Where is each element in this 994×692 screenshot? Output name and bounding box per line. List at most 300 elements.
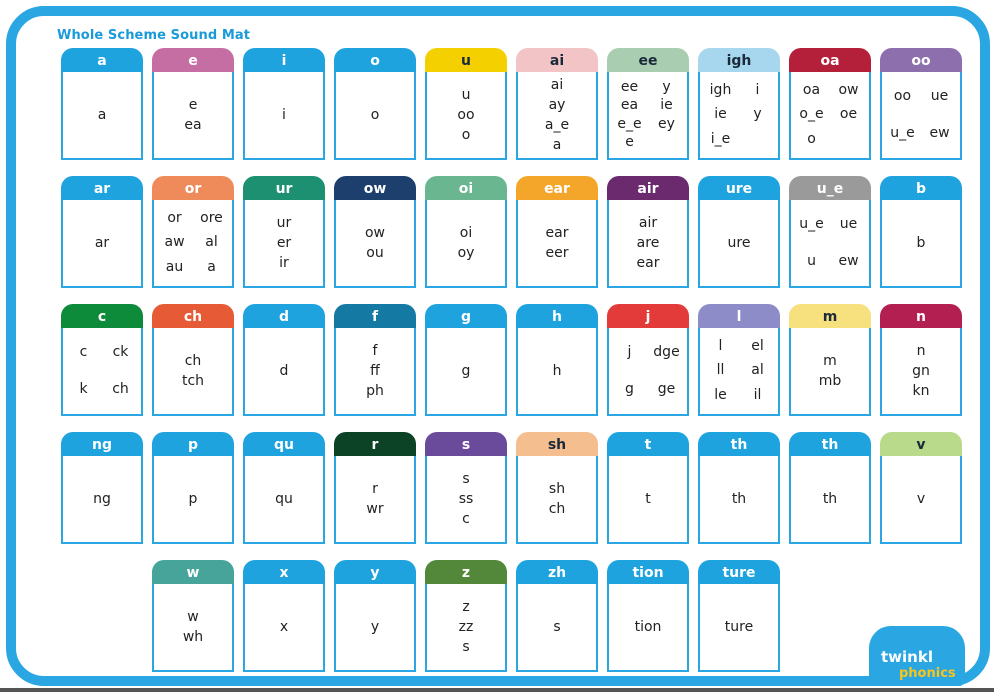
grapheme: oo: [893, 88, 912, 104]
grapheme-list: [702, 78, 776, 152]
sound-card-body: [425, 328, 507, 416]
sound-card-19: [880, 176, 962, 288]
sound-card-26: [607, 304, 689, 416]
grapheme: b: [916, 235, 926, 251]
sound-card-body: [243, 72, 325, 160]
grapheme: o: [461, 127, 471, 143]
sound-card-header: air: [607, 176, 689, 206]
grapheme: tion: [634, 619, 662, 635]
grapheme-list: [702, 334, 776, 408]
grapheme: u: [807, 253, 816, 269]
sound-card-body: [61, 328, 143, 416]
sound-card-header: ow: [334, 176, 416, 206]
sound-card-body: [698, 456, 780, 544]
grapheme-list: [63, 456, 141, 542]
sound-card-header: ng: [61, 432, 143, 462]
grapheme: ur: [276, 215, 292, 231]
grapheme: p: [188, 491, 198, 507]
sound-card-header: s: [425, 432, 507, 462]
sound-card-body: [334, 584, 416, 672]
sound-card-31: [152, 432, 234, 544]
grapheme-list: [336, 72, 414, 158]
grapheme-list: [63, 72, 141, 158]
sound-card-5: [516, 48, 598, 160]
sound-card-header: a: [61, 48, 143, 78]
grapheme: k: [79, 381, 88, 397]
sound-card-header: d: [243, 304, 325, 334]
grapheme-list: [156, 206, 230, 280]
grapheme: aw: [164, 234, 185, 251]
sound-card-body: [152, 200, 234, 288]
sound-card-body: [789, 328, 871, 416]
grapheme: t: [645, 491, 651, 507]
grapheme: zz: [458, 619, 474, 635]
grapheme-list: [245, 328, 323, 414]
sound-card-8: [789, 48, 871, 160]
sound-card-header: ture: [698, 560, 780, 590]
grapheme-list: [65, 334, 139, 408]
sound-card-header: or: [152, 176, 234, 206]
grapheme: sh: [548, 481, 566, 497]
grapheme: y: [753, 106, 762, 123]
sound-card-body: [698, 200, 780, 288]
grapheme-list: [611, 78, 685, 152]
grapheme: ure: [727, 235, 751, 251]
sound-card-header: u: [425, 48, 507, 78]
grapheme: ou: [366, 245, 384, 261]
grapheme: oo: [457, 107, 475, 123]
grapheme: z: [462, 599, 470, 615]
sound-card-1: [152, 48, 234, 160]
sound-card-header: v: [880, 432, 962, 462]
grapheme: oe: [839, 106, 858, 123]
grapheme: mb: [818, 373, 842, 389]
sound-card-35: [516, 432, 598, 544]
grapheme: or: [167, 209, 182, 226]
sound-card-42: [334, 560, 416, 672]
grapheme-list: [427, 72, 505, 158]
grapheme-list: [882, 456, 960, 542]
grapheme: u_e: [799, 216, 824, 232]
grapheme-list: [63, 200, 141, 286]
sound-card-body: [516, 328, 598, 416]
grapheme: o: [370, 107, 380, 123]
sound-card-header: b: [880, 176, 962, 206]
sound-card-37: [698, 432, 780, 544]
grapheme: gn: [912, 363, 930, 379]
grapheme: ll: [716, 362, 725, 379]
sound-card-header: igh: [698, 48, 780, 78]
sound-card-header: r: [334, 432, 416, 462]
sound-card-10: [61, 176, 143, 288]
sound-card-header: m: [789, 304, 871, 334]
sound-card-header: qu: [243, 432, 325, 462]
twinkl-phonics-logo: [869, 626, 965, 686]
sound-card-body: [789, 72, 871, 160]
sound-card-header: ee: [607, 48, 689, 78]
grapheme-list: [245, 456, 323, 542]
sound-card-body: [425, 584, 507, 672]
grapheme: oi: [459, 225, 473, 241]
sound-card-body: [425, 72, 507, 160]
grapheme-list: [793, 78, 867, 152]
grapheme-list: [791, 456, 869, 542]
grapheme-list: [793, 206, 867, 280]
sound-card-body: [334, 328, 416, 416]
sound-card-30: [61, 432, 143, 544]
sound-card-44: [516, 560, 598, 672]
grapheme: v: [916, 491, 926, 507]
grapheme: ch: [548, 501, 566, 517]
grapheme: ear: [545, 225, 569, 241]
sound-card-6: [607, 48, 689, 160]
grapheme: g: [461, 363, 471, 379]
grapheme: wh: [182, 629, 204, 645]
sound-card-header: e: [152, 48, 234, 78]
sound-card-21: [152, 304, 234, 416]
grapheme-list: [700, 200, 778, 286]
sound-card-body: [152, 584, 234, 672]
sound-card-12: [243, 176, 325, 288]
sound-card-41: [243, 560, 325, 672]
sound-card-header: oi: [425, 176, 507, 206]
sound-card-16: [607, 176, 689, 288]
grapheme-list: [611, 334, 685, 408]
sound-card-body: [425, 456, 507, 544]
sound-card-body: [516, 584, 598, 672]
sound-card-body: [880, 200, 962, 288]
sound-card-header: c: [61, 304, 143, 334]
logo-text-phonics: phonics: [899, 666, 956, 681]
grapheme: al: [205, 234, 218, 251]
sound-card-body: [880, 72, 962, 160]
sound-card-body: [607, 584, 689, 672]
sound-card-2: [243, 48, 325, 160]
grapheme-list: [427, 200, 505, 286]
grapheme-list: [518, 584, 596, 670]
grapheme: y: [662, 78, 671, 95]
sound-card-24: [425, 304, 507, 416]
grapheme: ai: [550, 77, 564, 93]
grapheme-list: [245, 584, 323, 670]
sound-card-22: [243, 304, 325, 416]
sound-card-25: [516, 304, 598, 416]
grapheme-list: [882, 200, 960, 286]
grapheme-list: [791, 328, 869, 414]
sound-card-body: [243, 584, 325, 672]
grapheme: tch: [181, 373, 205, 389]
sound-card-body: [607, 200, 689, 288]
sound-card-36: [607, 432, 689, 544]
grapheme: ay: [548, 97, 566, 113]
grapheme-list: [154, 456, 232, 542]
grapheme: ck: [112, 344, 129, 360]
sound-card-header: ur: [243, 176, 325, 206]
grapheme: e_e: [617, 115, 642, 132]
grapheme: ee: [620, 78, 639, 95]
sound-card-body: [243, 200, 325, 288]
sound-card-header: w: [152, 560, 234, 590]
sound-card-body: [334, 200, 416, 288]
sound-card-43: [425, 560, 507, 672]
grapheme: ie: [714, 106, 727, 123]
grapheme: oa: [802, 81, 821, 98]
grapheme-list: [609, 584, 687, 670]
grapheme: e: [625, 134, 634, 151]
grapheme-list: [336, 584, 414, 670]
sound-card-13: [334, 176, 416, 288]
sound-card-32: [243, 432, 325, 544]
sound-card-header: p: [152, 432, 234, 462]
grapheme-list: [884, 78, 958, 152]
grapheme: s: [553, 619, 561, 635]
sound-card-header: ch: [152, 304, 234, 334]
grapheme: c: [462, 511, 470, 527]
grapheme: ie: [660, 97, 673, 114]
grapheme: th: [731, 491, 747, 507]
grapheme: a: [552, 137, 562, 153]
sound-card-header: t: [607, 432, 689, 462]
grapheme: ea: [620, 97, 639, 114]
sound-card-20: [61, 304, 143, 416]
grapheme: ear: [636, 255, 660, 271]
sound-card-body: [334, 72, 416, 160]
grapheme-list: [336, 456, 414, 542]
sound-card-body: [334, 456, 416, 544]
sound-card-header: oa: [789, 48, 871, 78]
grapheme: ch: [112, 381, 129, 397]
sound-card-0: [61, 48, 143, 160]
sound-card-header: ure: [698, 176, 780, 206]
grapheme: th: [822, 491, 838, 507]
grapheme-list: [518, 72, 596, 158]
grapheme: ore: [200, 209, 223, 226]
sound-card-4: [425, 48, 507, 160]
sound-card-header: th: [698, 432, 780, 462]
grapheme: ea: [184, 117, 202, 133]
sound-card-header: ai: [516, 48, 598, 78]
sound-card-3: [334, 48, 416, 160]
sound-card-33: [334, 432, 416, 544]
sound-card-header: sh: [516, 432, 598, 462]
sound-card-27: [698, 304, 780, 416]
sound-card-body: [607, 328, 689, 416]
sound-card-body: [152, 328, 234, 416]
sound-card-29: [880, 304, 962, 416]
grapheme: ew: [838, 253, 859, 269]
grapheme-list: [518, 328, 596, 414]
page-title: Whole Scheme Sound Mat: [57, 28, 251, 43]
grapheme: ng: [93, 491, 111, 507]
sound-card-body: [61, 200, 143, 288]
sound-card-header: l: [698, 304, 780, 334]
bottom-scrollbar: [0, 688, 994, 692]
sound-card-34: [425, 432, 507, 544]
sound-card-38: [789, 432, 871, 544]
sound-card-15: [516, 176, 598, 288]
sound-card-body: [516, 72, 598, 160]
sound-card-body: [880, 328, 962, 416]
sound-card-header: o: [334, 48, 416, 78]
sound-card-header: ear: [516, 176, 598, 206]
sound-card-header: f: [334, 304, 416, 334]
grapheme-list: [518, 200, 596, 286]
grapheme: kn: [912, 383, 930, 399]
grapheme: ey: [658, 115, 675, 132]
grapheme: m: [823, 353, 837, 369]
grapheme: wr: [366, 501, 384, 517]
grapheme: er: [276, 235, 292, 251]
sound-card-body: [880, 456, 962, 544]
grapheme: l: [718, 337, 723, 354]
sound-card-14: [425, 176, 507, 288]
sound-card-body: [243, 328, 325, 416]
grapheme: o_e: [799, 106, 824, 123]
grapheme: ue: [930, 88, 949, 104]
sound-card-body: [516, 200, 598, 288]
grapheme-list: [245, 200, 323, 286]
sound-card-header: j: [607, 304, 689, 334]
grapheme-list: [427, 456, 505, 542]
grapheme: ow: [838, 81, 859, 98]
grapheme: qu: [275, 491, 293, 507]
sound-card-header: th: [789, 432, 871, 462]
grapheme-list: [609, 456, 687, 542]
grapheme: ew: [929, 125, 950, 141]
sound-card-header: tion: [607, 560, 689, 590]
sound-card-46: [698, 560, 780, 672]
grapheme: d: [279, 363, 289, 379]
grapheme: u: [461, 87, 471, 103]
grapheme: ss: [458, 491, 474, 507]
sound-card-body: [152, 456, 234, 544]
grapheme: i_e: [710, 131, 731, 148]
grapheme: i: [282, 107, 286, 123]
sound-card-body: [61, 72, 143, 160]
grapheme: f: [372, 343, 378, 359]
grapheme: j: [627, 344, 632, 360]
sound-card-header: x: [243, 560, 325, 590]
sound-card-header: ar: [61, 176, 143, 206]
sound-card-body: [607, 72, 689, 160]
grapheme: y: [370, 619, 380, 635]
grapheme: a: [97, 107, 107, 123]
grapheme: air: [638, 215, 658, 231]
grapheme: a_e: [544, 117, 570, 133]
sound-card-18: [789, 176, 871, 288]
grapheme: il: [753, 387, 762, 404]
grapheme: ch: [184, 353, 202, 369]
sound-card-header: oo: [880, 48, 962, 78]
sound-card-39: [880, 432, 962, 544]
grapheme-list: [700, 456, 778, 542]
grapheme: le: [714, 387, 727, 404]
grapheme-list: [609, 200, 687, 286]
sound-card-7: [698, 48, 780, 160]
grapheme: ph: [366, 383, 384, 399]
grapheme: h: [552, 363, 562, 379]
grapheme: eer: [545, 245, 569, 261]
sound-card-45: [607, 560, 689, 672]
grapheme: ture: [724, 619, 754, 635]
sound-card-body: [607, 456, 689, 544]
grapheme: el: [751, 337, 764, 354]
grapheme: s: [462, 639, 470, 655]
sound-card-body: [152, 72, 234, 160]
grapheme-list: [336, 328, 414, 414]
grapheme-list: [700, 584, 778, 670]
grapheme: r: [372, 481, 378, 497]
sound-card-body: [243, 456, 325, 544]
grapheme: oy: [457, 245, 475, 261]
grapheme: c: [79, 344, 88, 360]
grapheme: o: [807, 131, 816, 148]
grapheme: ge: [657, 381, 676, 397]
grapheme-list: [427, 584, 505, 670]
sound-card-header: i: [243, 48, 325, 78]
sound-card-header: u_e: [789, 176, 871, 206]
grapheme: w: [187, 609, 199, 625]
sound-card-body: [789, 456, 871, 544]
sound-card-header: y: [334, 560, 416, 590]
sound-card-40: [152, 560, 234, 672]
sound-card-body: [61, 456, 143, 544]
grapheme: x: [279, 619, 289, 635]
grapheme-list: [336, 200, 414, 286]
sound-card-body: [516, 456, 598, 544]
grapheme: g: [625, 381, 634, 397]
grapheme: i: [755, 81, 760, 98]
grapheme: dge: [653, 344, 680, 360]
grapheme-list: [518, 456, 596, 542]
sound-card-body: [789, 200, 871, 288]
grapheme: ue: [839, 216, 858, 232]
grapheme: al: [751, 362, 764, 379]
sound-card-header: g: [425, 304, 507, 334]
sound-card-28: [789, 304, 871, 416]
sound-card-body: [698, 584, 780, 672]
grapheme: are: [636, 235, 660, 251]
grapheme-list: [427, 328, 505, 414]
sound-card-body: [425, 200, 507, 288]
sound-card-9: [880, 48, 962, 160]
grapheme: ir: [279, 255, 289, 271]
logo-text-twinkl: twinkl: [881, 648, 933, 666]
sound-card-header: z: [425, 560, 507, 590]
grapheme: u_e: [890, 125, 915, 141]
sound-card-23: [334, 304, 416, 416]
grapheme: au: [165, 259, 184, 276]
grapheme: igh: [709, 81, 732, 98]
grapheme: a: [207, 259, 216, 276]
grapheme-list: [154, 328, 232, 414]
sound-card-header: n: [880, 304, 962, 334]
sound-card-header: zh: [516, 560, 598, 590]
sound-card-body: [698, 72, 780, 160]
grapheme: ff: [370, 363, 380, 379]
grapheme: ow: [364, 225, 385, 241]
sound-card-11: [152, 176, 234, 288]
sound-card-body: [698, 328, 780, 416]
grapheme: n: [916, 343, 926, 359]
grapheme: s: [462, 471, 470, 487]
grapheme-list: [882, 328, 960, 414]
grapheme: e: [188, 97, 198, 113]
sound-card-17: [698, 176, 780, 288]
sound-card-header: h: [516, 304, 598, 334]
grapheme: ar: [94, 235, 110, 251]
grapheme-list: [154, 584, 232, 670]
